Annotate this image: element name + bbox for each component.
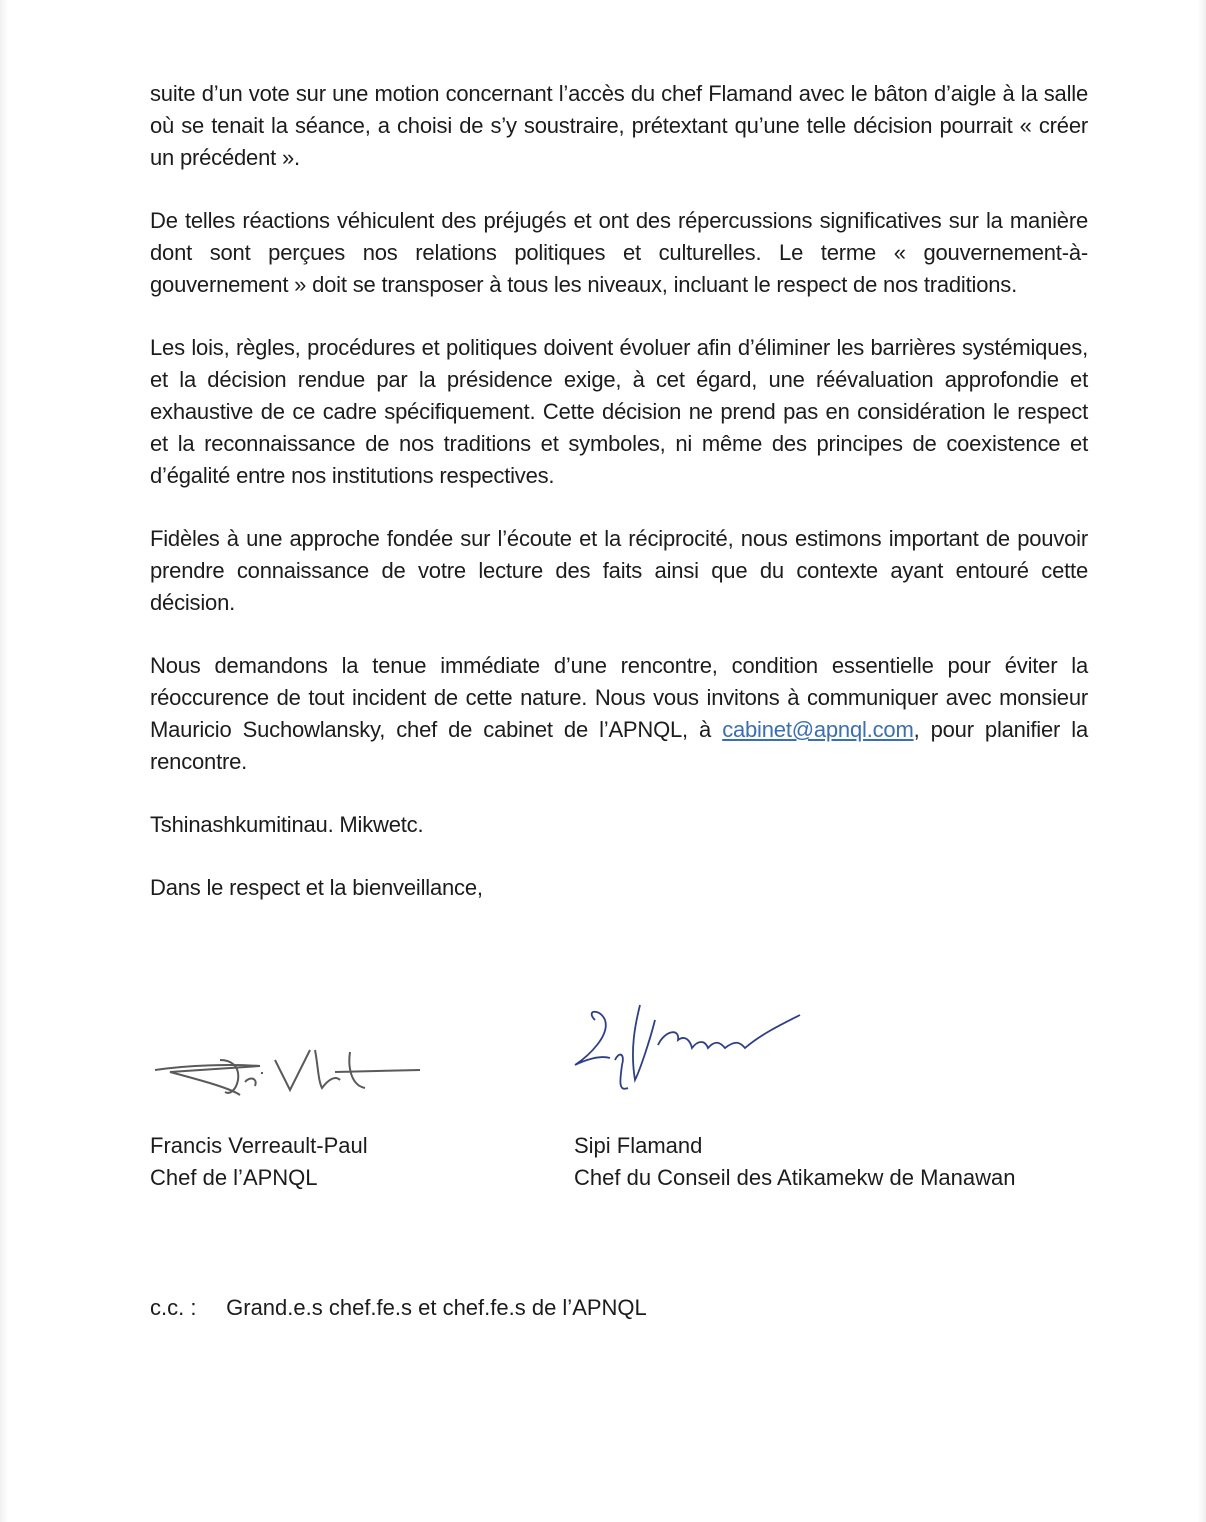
email-link[interactable]: cabinet@apnql.com [722,717,914,742]
signatory-name: Sipi Flamand [574,1133,703,1158]
letter-body [150,78,1088,935]
signature-block [150,1000,1088,1200]
signature-francis-icon [150,1020,430,1100]
signature-sipi-icon [570,1000,810,1100]
thanks-line: Tshinashkumitinau. Mikwetc. [150,812,424,837]
meeting-text-end: , pour planifier la rencontre. [150,717,1088,774]
meeting-text: Nous demandons la tenue immédiate d’une rencontre, condition essentielle pour éviter la réoccurence de tout incident de cette nature. Nous vous invitons à communiquer avec monsieur Mauricio Suchowlansky, chef de cabinet de l’APNQL, à [150,653,1088,742]
signatory-title: Chef de l’APNQL [150,1165,318,1190]
signatory-francis [150,1130,368,1194]
cc-line [150,1292,647,1324]
closing-line: Dans le respect et la bienveillance, [150,875,483,900]
cc-recipients: Grand.e.s chef.fe.s et chef.fe.s de l’APNQL [226,1295,647,1320]
page-edge-right [1198,0,1206,1522]
signatory-name: Francis Verreault-Paul [150,1133,368,1158]
paragraph-prejudices: De telles réactions véhiculent des préjugés et ont des répercussions significatives sur la manière dont sont perçues nos relations politiques et culturelles. Le terme « gouvernement-à-gouvernement » doit se transposer à tous les niveaux, incluant le respect de nos traditions. [150,208,1088,297]
paragraph-laws-rules: Les lois, règles, procédures et politiques doivent évoluer afin d’éliminer les barrières systémiques, et la décision rendue par la présidence exige, à cet égard, une réévaluation approfondie et exhaustive de ce cadre spécifiquement. Cette décision ne prend pas en considération le respect et la reconnaissance de nos traditions et symboles, ni même des principes de coexistence et d’égalité entre nos institutions respectives. [150,335,1088,488]
paragraph-meeting-request [150,650,1088,778]
paragraph-reciprocity: Fidèles à une approche fondée sur l’écoute et la réciprocité, nous estimons important de pouvoir prendre connaissance de votre lecture des faits ainsi que du contexte ayant entouré cette décision. [150,526,1088,615]
signatory-title: Chef du Conseil des Atikamekw de Manawan [574,1165,1016,1190]
page-edge-left [0,0,8,1522]
cc-label: c.c. : [150,1295,197,1320]
signatory-sipi [574,1130,1015,1194]
paragraph-vote-motion: suite d’un vote sur une motion concernant l’accès du chef Flamand avec le bâton d’aigle à la salle où se tenait la séance, a choisi de s’y soustraire, prétextant qu’une telle décision pourrait « créer un précédent ». [150,81,1088,170]
